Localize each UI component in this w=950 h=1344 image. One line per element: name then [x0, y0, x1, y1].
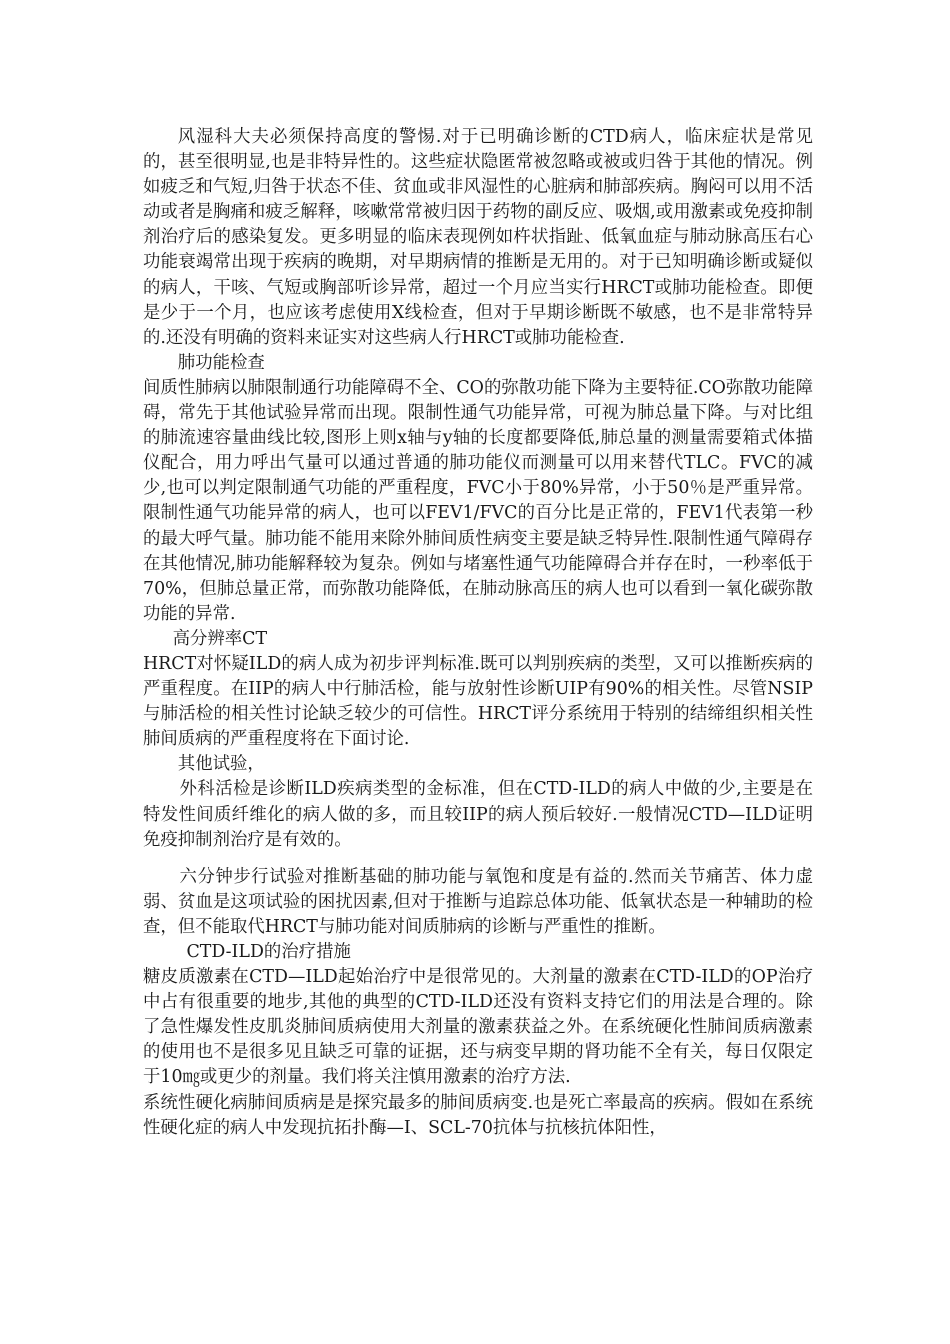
paragraph-gap — [143, 853, 813, 865]
paragraph-surgical-biopsy: 外科活检是诊断ILD疾病类型的金标准，但在CTD-ILD的病人中做的少,主要是在特发性间质纤维化的病人做的多，而且较IIP的病人预后较好.一般情况CTD—ILD证明免疫抑制剂治疗是有效的。 — [143, 779, 813, 850]
paragraph-systemic-sclerosis: 系统性硬化病肺间质病是是探究最多的肺间质病变.也是死亡率最高的疾病。假如在系统性硬化症的病人中发现抗拓扑酶—Ⅰ、SCL-70抗体与抗核抗体阳性， — [143, 1092, 813, 1138]
paragraph-glucocorticoids: 糖皮质激素在CTD—ILD起始治疗中是很常见的。大剂量的激素在CTD-ILD的OP治疗中占有很重要的地步,其他的典型的CTD-ILD还没有资料支持它们的用法是合理的。除了急性爆发性皮肌炎肺间质病使用大剂量的激素获益之外。在系统硬化性肺间质病激素的使用也不是很多见且缺乏可靠的证据，还与病变早期的肾功能不全有关，每日仅限定于10㎎或更少的剂量。我们将关注慎用激素的治疗方法. — [143, 967, 813, 1088]
heading-hrct: 高分辨率CT — [172, 628, 268, 649]
heading-treatment: CTD-ILD的治疗措施 — [186, 942, 351, 962]
paragraph-hrct: HRCT对怀疑ILD的病人成为初步评判标准.既可以判别疾病的类型，又可以推断疾病的严重程度。在IIP的病人中行肺活检，能与放射性诊断UIP有90%的相关性。尽管NSIP与肺活检的相关性讨论缺乏较少的可信性。HRCT评分系统用于特别的结缔组织相关性肺间质病的严重程度将在下面讨论. — [143, 653, 813, 750]
heading-pulmonary-function: 肺功能检查 — [177, 352, 265, 373]
paragraph-pulmonary-function: 间质性肺病以肺限制通行功能障碍不全、CO的弥散功能下降为主要特征.CO弥散功能障碍，常先于其他试验异常而出现。限制性通气功能异常，可视为肺总量下降。与对比组的肺流速容量曲线比较,图形上则x轴与y轴的长度都要降低,肺总量的测量需要箱式体描仪配合，用力呼出气量可以通过普通的肺功能仪而测量可以用来替代TLC。FVC的减少,也可以判定限制通气功能的严重程度，FVC小于80%异常，小于50％是严重异常。限制性通气功能异常的病人，也可以FEV1/FVC的百分比是正常的，FEV1代表第一秒的最大呼气量。肺功能不能用来除外肺间质性病变主要是缺乏特异性.限制性通气障碍存在其他情况,肺功能解释较为复杂。例如与堵塞性通气功能障碍合并存在时，一秒率低于70%，但肺总量正常，而弥散功能降低，在肺动脉高压的病人也可以看到一氧化碳弥散功能的异常. — [143, 377, 813, 624]
heading-other-tests: 其他试验， — [177, 754, 265, 775]
paragraph-six-minute-walk: 六分钟步行试验对推断基础的肺功能与氧饱和度是有益的.然而关节痛苦、体力虚弱、贫血是这项试验的困扰因素,但对于推断与追踪总体功能、低氧状态是一种辅助的检查，但不能取代HRCT与肺功能对间质肺病的诊断与严重性的推断。 — [143, 866, 813, 937]
paragraph-clinical-vigilance: 风湿科大夫必须保持高度的警惕.对于已明确诊断的CTD病人，临床症状是常见的，甚至很明显,也是非特异性的。这些症状隐匿常被忽略或被或归咎于其他的情况。例如疲乏和气短,归咎于状态不佳、贫血或非风湿性的心脏病和肺部疾病。胸闷可以用不活动或者是胸痛和疲乏解释，咳嗽常常被归因于药物的副反应、吸烟,或用激素或免疫抑制剂治疗后的感染复发。更多明显的临床表现例如杵状指趾、低氧血症与肺动脉高压右心功能衰竭常出现于疾病的晚期，对早期病情的推断是无用的。对于已知明确诊断或疑似的病人，干咳、气短或胸部听诊异常，超过一个月应当实行HRCT或肺功能检查。即便是少于一个月，也应该考虑使用X线检查，但对于早期诊断既不敏感，也不是非常特异的.还没有明确的资料来证实对这些病人行HRCT或肺功能检查. — [143, 127, 813, 348]
document-body — [143, 125, 813, 1141]
